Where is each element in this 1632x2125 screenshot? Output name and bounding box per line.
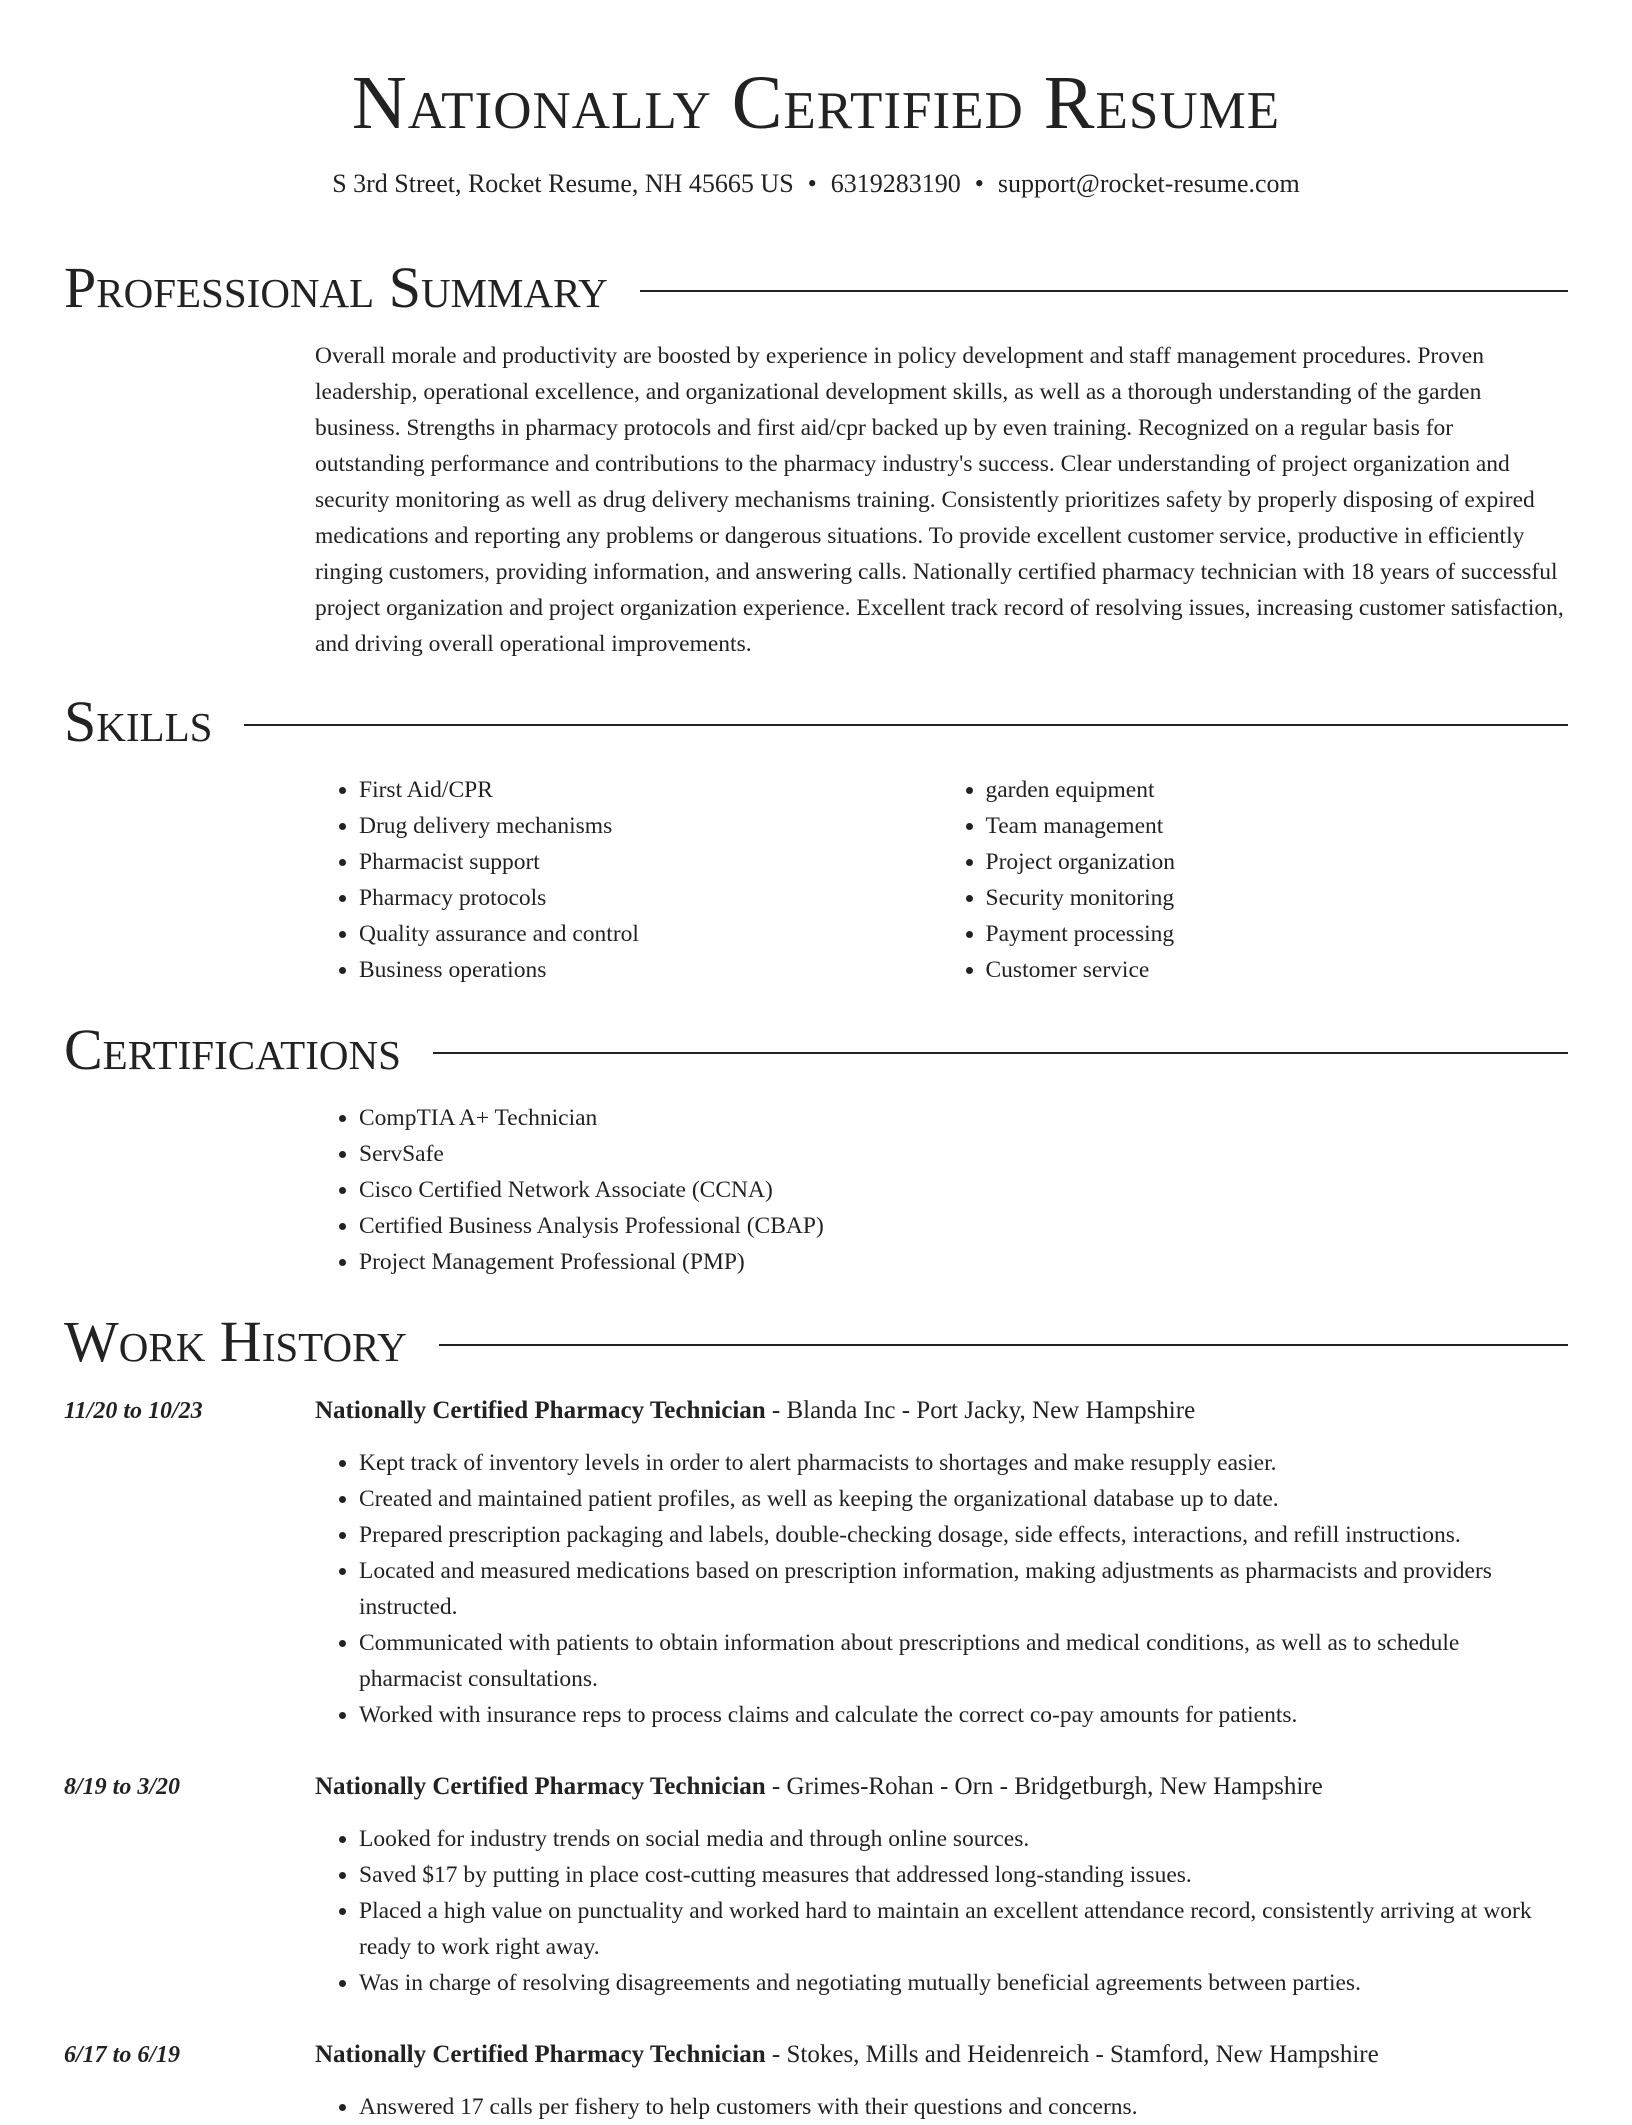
section-divider <box>244 724 1568 726</box>
section-divider <box>640 290 1568 292</box>
skill-item: • Drug delivery mechanisms <box>359 808 942 844</box>
resume-name: Nationally Certified Resume <box>351 61 1281 145</box>
section-divider <box>433 1052 1568 1054</box>
contact-separator: • <box>807 169 817 198</box>
job-heading <box>315 2037 1568 2073</box>
job-dates: 11/20 to 10/23 <box>64 1398 203 1424</box>
contact-email: support@rocket-resume.com <box>997 169 1300 198</box>
contact-phone: 6319283190 <box>830 169 961 198</box>
contact-address: S 3rd Street, Rocket Resume, NH 45665 US <box>332 169 794 198</box>
certifications-heading: Certifications <box>64 1017 401 1082</box>
job-bullet: • Placed a high value on punctuality and worked hard to maintain an excellent attendance record, consistently arriving at work ready to work right away. <box>359 1893 1568 1965</box>
skills-column-left <box>315 772 942 988</box>
work-history-heading: Work History <box>64 1309 407 1374</box>
job-title: Nationally Certified Pharmacy Technician <box>315 1397 766 1424</box>
job-title: Nationally Certified Pharmacy Technician <box>315 2041 766 2068</box>
section-divider <box>439 1344 1568 1346</box>
work-history-section-header <box>64 1310 1568 1374</box>
job-bullet: • Was in charge of resolving disagreements and negotiating mutually beneficial agreements between parties. <box>359 1965 1568 2001</box>
certification-item: • Certified Business Analysis Professional (CBAP) <box>359 1208 1568 1244</box>
skill-item: • Business operations <box>359 952 942 988</box>
job-bullet: • Looked for industry trends on social media and through online sources. <box>359 1821 1568 1857</box>
contact-separator: • <box>974 169 984 198</box>
certification-item: • CompTIA A+ Technician <box>359 1100 1568 1136</box>
job-heading <box>315 1393 1568 1429</box>
summary-section-header <box>64 256 1568 320</box>
job-company: - Grimes-Rohan - Orn - Bridgetburgh, New Hampshire <box>765 1773 1323 1800</box>
job-dates: 8/19 to 3/20 <box>64 1774 181 1800</box>
certification-item: • Project Management Professional (PMP) <box>359 1244 1568 1280</box>
skill-item: • Pharmacist support <box>359 844 942 880</box>
job-bullet: • Communicated with patients to obtain information about prescriptions and medical conditions, as well as to schedule pharmacist consultations. <box>359 1625 1568 1697</box>
certification-item: • Cisco Certified Network Associate (CCNA) <box>359 1172 1568 1208</box>
skill-item: • garden equipment <box>986 772 1569 808</box>
skill-item: • Payment processing <box>986 916 1569 952</box>
job-bullets <box>315 2089 1568 2125</box>
certifications-list <box>315 1100 1568 1280</box>
skill-item: • Project organization <box>986 844 1569 880</box>
skill-item: • Customer service <box>986 952 1569 988</box>
summary-text: Overall morale and productivity are boosted by experience in policy development and staff management procedures. Proven leadership, operational excellence, and organizational development skills, as well as a thorough understanding of the garden business. Strengths in pharmacy protocols and first aid/cpr backed up by even training. Recognized on a regular basis for outstanding performance and contributions to the pharmacy industry's success. Clear understanding of project organization and security monitoring as well as drug delivery mechanisms training. Consistently prioritizes safety by properly disposing of expired medications and reporting any problems or dangerous situations. To provide excellent customer service, productive in efficiently ringing customers, providing information, and answering calls. Nationally certified pharmacy technician with 18 years of successful project organization and project organization experience. Excellent track record of resolving issues, increasing customer satisfaction, and driving overall operational improvements. <box>315 343 1564 657</box>
skill-item: • Pharmacy protocols <box>359 880 942 916</box>
resume-page <box>64 0 1568 2120</box>
job-bullet: • Worked with insurance reps to process claims and calculate the correct co-pay amounts for patients. <box>359 1697 1568 1733</box>
certifications-section-header <box>64 1018 1568 1082</box>
job-bullets <box>315 1821 1568 2001</box>
job-title: Nationally Certified Pharmacy Technician <box>315 1773 766 1800</box>
job-bullet: • Kept track of inventory levels in order to alert pharmacists to shortages and make resupply easier. <box>359 1445 1568 1481</box>
job-company: - Blanda Inc - Port Jacky, New Hampshire <box>765 1397 1196 1424</box>
job-bullets <box>315 1445 1568 1733</box>
job-heading <box>315 1769 1568 1805</box>
skills-section-header <box>64 690 1568 754</box>
skill-item: • First Aid/CPR <box>359 772 942 808</box>
skills-list <box>315 772 1568 988</box>
job-bullet: • Located and measured medications based on prescription information, making adjustments as pharmacists and providers instructed. <box>359 1553 1568 1625</box>
skill-item: • Quality assurance and control <box>359 916 942 952</box>
job-bullet: • Created and maintained patient profiles, as well as keeping the organizational database up to date. <box>359 1481 1568 1517</box>
skill-item: • Security monitoring <box>986 880 1569 916</box>
skills-heading: Skills <box>64 689 213 754</box>
skill-item: • Team management <box>986 808 1569 844</box>
skills-column-right <box>942 772 1569 988</box>
job-company: - Stokes, Mills and Heidenreich - Stamford, New Hampshire <box>765 2041 1379 2068</box>
contact-line <box>64 168 1568 200</box>
job-bullet: • Answered 17 calls per fishery to help customers with their questions and concerns. <box>359 2089 1568 2125</box>
summary-heading: Professional Summary <box>64 255 608 320</box>
job-bullet: • Prepared prescription packaging and labels, double-checking dosage, side effects, interactions, and refill instructions. <box>359 1517 1568 1553</box>
certification-item: • ServSafe <box>359 1136 1568 1172</box>
job-dates: 6/17 to 6/19 <box>64 2042 181 2068</box>
job-bullet: • Saved $17 by putting in place cost-cutting measures that addressed long-standing issues. <box>359 1857 1568 1893</box>
